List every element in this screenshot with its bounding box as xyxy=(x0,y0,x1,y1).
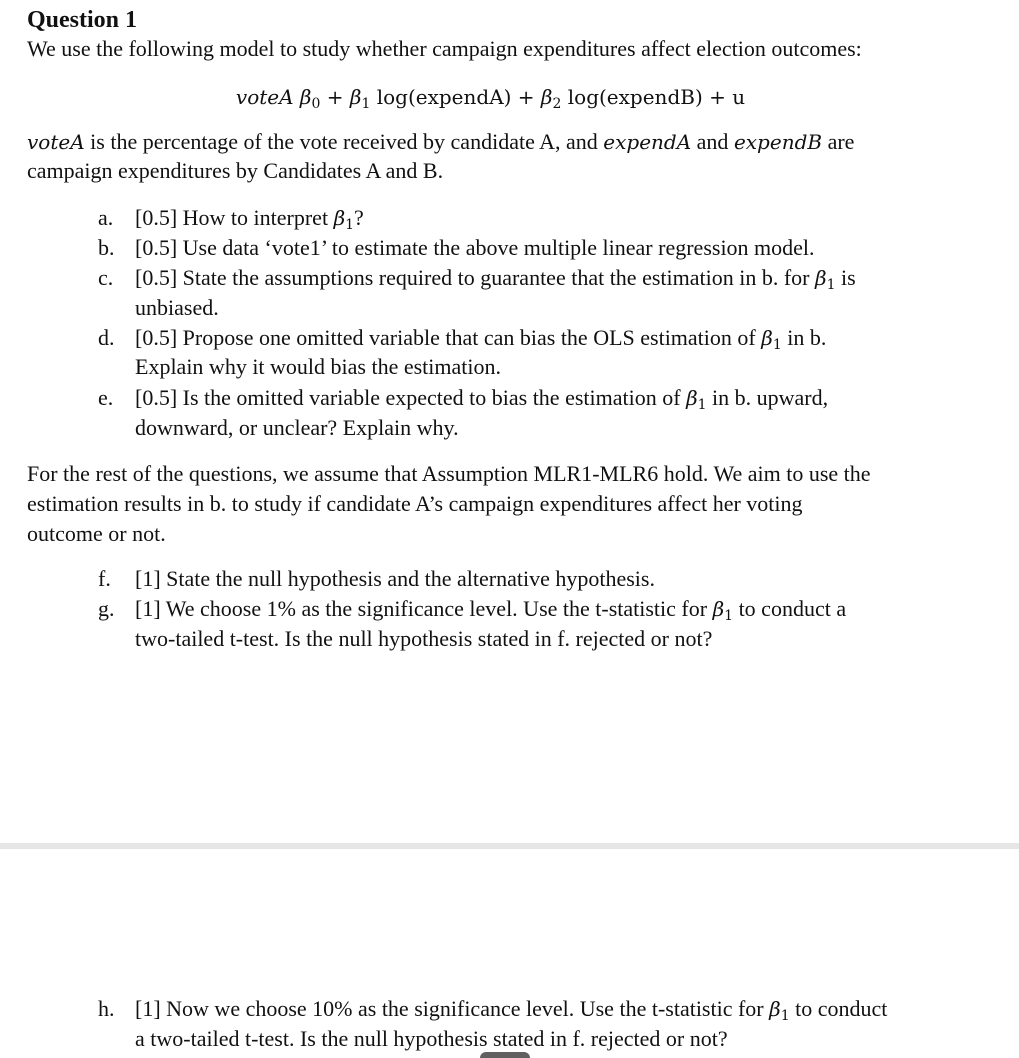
document-page-2 xyxy=(0,849,1019,1057)
item-b: b. [0.5] Use data ‘vote1’ to estimate the above multiple linear regression model. xyxy=(98,235,815,260)
question-title: Question 1 xyxy=(27,7,138,33)
scroll-thumb[interactable] xyxy=(480,1052,530,1058)
item-f: f. [1] State the null hypothesis and the alternative hypothesis. xyxy=(98,566,655,591)
item-g: g. [1] We choose 1% as the significance level. Use the t-statistic for $\beta_1$ to conduct a xyxy=(98,596,847,624)
rest-paragraph-line-2: estimation results in b. to study if candidate A’s campaign expenditures affect her voting xyxy=(27,491,803,516)
equation-lhs: voteA xyxy=(235,85,294,109)
intro-text: We use the following model to study whether campaign expenditures affect election outcomes: xyxy=(27,36,862,61)
item-d-continued: Explain why it would bias the estimation. xyxy=(135,354,502,379)
rest-paragraph-line-1: For the rest of the questions, we assume that Assumption MLR1-MLR6 hold. We aim to use the xyxy=(27,461,871,486)
item-h-continued: a two-tailed t-test. Is the null hypothesis stated in f. rejected or not? xyxy=(135,1026,728,1051)
definitions-line-1: voteA is the percentage of the vote received by candidate A, and expendA and expendB are xyxy=(27,129,855,154)
item-h: h. [1] Now we choose 10% as the significance level. Use the t-statistic for $\beta_1$ to conduct xyxy=(98,996,888,1024)
item-a: a. [0.5] How to interpret $\beta_1$? xyxy=(98,205,364,233)
regression-equation xyxy=(0,83,1019,118)
item-c-continued: unbiased. xyxy=(135,295,219,320)
rest-paragraph-line-3: outcome or not. xyxy=(27,521,166,546)
item-g-continued: two-tailed t-test. Is the null hypothesis stated in f. rejected or not? xyxy=(135,626,713,651)
equation-rhs: $\beta_0 + \beta_1$ log(expendA) + $\beta_2$ log(expendB) + u xyxy=(299,85,746,112)
item-e: e. [0.5] Is the omitted variable expected to bias the estimation of $\beta_1$ in b. upward, xyxy=(98,385,829,413)
definitions-line-2: campaign expenditures by Candidates A and B. xyxy=(27,158,444,183)
item-e-continued: downward, or unclear? Explain why. xyxy=(135,415,459,440)
item-d: d. [0.5] Propose one omitted variable that can bias the OLS estimation of $\beta_1$ in b. xyxy=(98,325,827,353)
item-c: c. [0.5] State the assumptions required to guarantee that the estimation in b. for $\beta_1$ is xyxy=(98,265,856,293)
